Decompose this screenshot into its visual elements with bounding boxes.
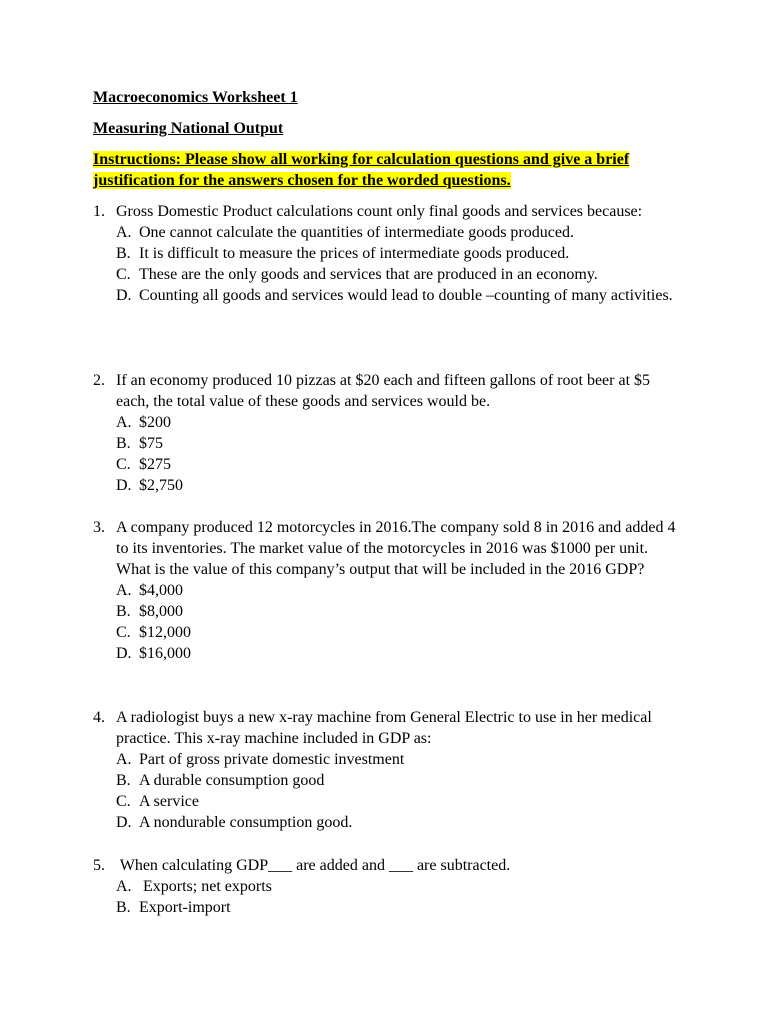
answer-option-d [116,475,683,496]
option-letter: B. [116,899,131,916]
question-stem: Gross Domestic Product calculations count only final goods and services because: [116,203,643,220]
question-number: 4. [93,709,105,726]
answer-option-a [116,749,683,770]
answer-option-d [116,643,683,664]
question-stem: If an economy produced 10 pizzas at $20 each and fifteen gallons of root beer at $5 each, the total value of these goods and services would be. [116,372,651,410]
option-text: Part of gross private domestic investment [139,751,405,768]
answer-option-a [116,580,683,601]
question-number: 5. [93,857,105,874]
option-letter: B. [116,245,131,262]
option-text: Counting all goods and services would lead to double –counting of many activities. [139,287,673,304]
answer-option-d [116,285,683,306]
answer-option-c [116,791,683,812]
option-letter: D. [116,645,132,662]
answer-option-b [116,243,683,264]
question-number: 2. [93,372,105,389]
answer-option-a [116,876,683,897]
option-letter: C. [116,624,131,641]
question-4 [93,707,683,833]
answer-option-c [116,454,683,475]
option-letter: C. [116,793,131,810]
answer-option-b [116,433,683,454]
option-text: It is difficult to measure the prices of intermediate goods produced. [139,245,570,262]
question-2 [93,370,683,496]
answer-option-a [116,412,683,433]
option-letter: D. [116,814,132,831]
option-text: Export-import [139,899,231,916]
option-text: $16,000 [139,645,191,662]
option-text: $2,750 [139,477,183,494]
answer-option-b [116,601,683,622]
document-subtitle: Measuring National Output [93,120,284,137]
option-text: These are the only goods and services that are produced in an economy. [139,266,598,283]
answer-option-c [116,622,683,643]
option-text: Exports; net exports [139,878,272,895]
question-stem: A company produced 12 motorcycles in 2016.The company sold 8 in 2016 and added 4 to its inventories. The market value of the motorcycles in 2016 was $1000 per unit. What is the value of this company’s output that will be included in the 2016 GDP? [116,519,676,578]
option-text: $275 [139,456,171,473]
question-number: 1. [93,203,105,220]
option-text: $4,000 [139,582,183,599]
option-text: A nondurable consumption good. [139,814,353,831]
question-5 [93,855,683,918]
option-text: $8,000 [139,603,183,620]
option-letter: D. [116,287,132,304]
option-text: $200 [139,414,171,431]
option-letter: A. [116,878,132,895]
option-letter: C. [116,266,131,283]
option-text: A service [139,793,199,810]
instructions-block [93,149,683,191]
option-text: One cannot calculate the quantities of intermediate goods produced. [139,224,574,241]
option-letter: C. [116,456,131,473]
question-3 [93,517,683,664]
answer-option-b [116,770,683,791]
option-text: $75 [139,435,163,452]
option-letter: A. [116,224,132,241]
option-letter: A. [116,751,132,768]
question-1 [93,201,683,306]
question-stem: When calculating GDP___ are added and ___ are subtracted. [116,857,511,874]
option-letter: B. [116,435,131,452]
option-letter: A. [116,414,132,431]
instructions-text: Instructions: Please show all working for calculation questions and give a brief justification for the answers chosen for the worded questions. [93,151,630,189]
option-letter: B. [116,772,131,789]
answer-option-a [116,222,683,243]
question-stem: A radiologist buys a new x-ray machine from General Electric to use in her medical practice. This x-ray machine included in GDP as: [116,709,652,747]
option-text: $12,000 [139,624,191,641]
option-letter: B. [116,603,131,620]
option-letter: A. [116,582,132,599]
document-title: Macroeconomics Worksheet 1 [93,89,298,106]
question-number: 3. [93,519,105,536]
answer-option-d [116,812,683,833]
option-text: A durable consumption good [139,772,325,789]
answer-option-c [116,264,683,285]
option-letter: D. [116,477,132,494]
answer-option-b [116,897,683,918]
